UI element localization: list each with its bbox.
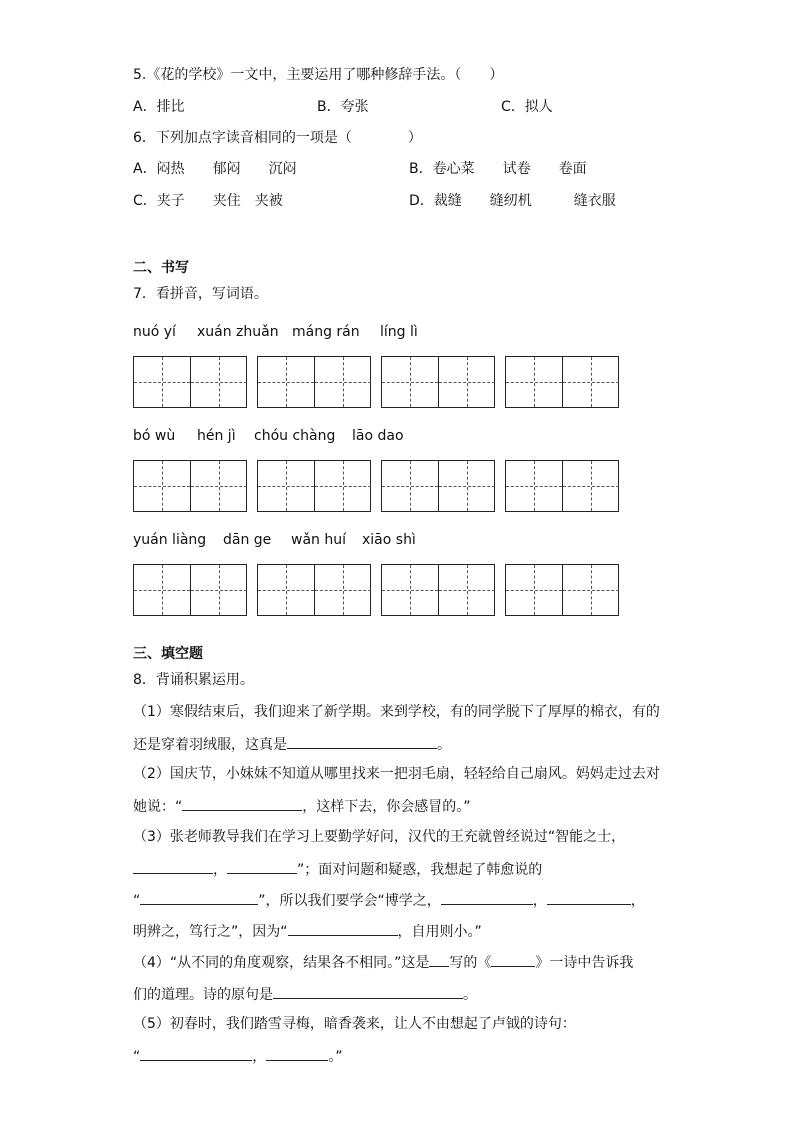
writing-box[interactable] [381, 564, 495, 616]
q6-option-b: B．卷心菜 试卷 卷面 [409, 161, 587, 177]
writing-box[interactable] [505, 460, 619, 512]
q7-stem: 7．看拼音，写词语。 [133, 286, 268, 302]
answer-blank[interactable] [441, 889, 533, 905]
writing-box[interactable] [381, 460, 495, 512]
fill-5-line-2: “ ， 。” [133, 1045, 343, 1067]
writing-box[interactable] [133, 564, 247, 616]
answer-blank[interactable] [133, 858, 213, 874]
fill-2-line-2: 她说：“ ，这样下去，你会感冒的。” [133, 795, 471, 817]
section-2-title: 二、书写 [133, 260, 189, 276]
fill-5-line-1: （5）初春时，我们踏雪寻梅，暗香袭来，让人不由想起了卢钺的诗句： [133, 1016, 576, 1032]
answer-blank[interactable] [140, 1045, 252, 1061]
q6-option-d: D．裁缝 缝纫机 缝衣服 [409, 193, 616, 209]
pinyin-2-3: chóu chàng [254, 428, 336, 444]
q6-stem: 6．下列加点字读音相同的一项是（ ） [133, 130, 422, 146]
fill-4-line-1: （4）“从不同的角度观察，结果各不相同。”这是 写的《 》一诗中告诉我 [133, 951, 633, 973]
answer-blank[interactable] [140, 889, 258, 905]
writing-box[interactable] [381, 356, 495, 408]
answer-blank[interactable] [266, 1045, 328, 1061]
fill-2-line-1: （2）国庆节，小妹妹不知道从哪里找来一把羽毛扇，轻轻给自己扇风。妈妈走过去对 [133, 766, 660, 782]
answer-blank[interactable] [491, 951, 535, 967]
fill-4-line-2: 们的道理。诗的原句是 。 [133, 983, 477, 1005]
q6-option-a: A．闷热 郁闷 沉闷 [133, 161, 297, 177]
answer-blank[interactable] [288, 920, 398, 936]
pinyin-3-4: xiāo shì [362, 532, 416, 548]
q5-option-c: C．拟人 [501, 99, 553, 115]
pinyin-3-2: dān ge [223, 532, 272, 548]
fill-3-line-4: 明辨之，笃行之”，因为“ ，自用则小。” [133, 920, 482, 942]
answer-blank[interactable] [547, 889, 631, 905]
writing-box[interactable] [505, 564, 619, 616]
pinyin-1-4: líng lì [380, 324, 418, 340]
answer-blank[interactable] [429, 951, 449, 967]
fill-3-line-2: ， ”；面对问题和疑惑，我想起了韩愈说的 [133, 858, 542, 880]
fill-3-line-1: （3）张老师教导我们在学习上要勤学好问，汉代的王充就曾经说过“智能之士， [133, 829, 626, 845]
pinyin-3-3: wǎn huí [291, 532, 346, 548]
writing-box[interactable] [257, 460, 371, 512]
q8-stem: 8．背诵积累运用。 [133, 672, 254, 688]
pinyin-2-1: bó wù [133, 428, 176, 444]
answer-blank[interactable] [287, 733, 437, 749]
answer-blank[interactable] [273, 983, 463, 999]
pinyin-3-1: yuán liàng [133, 532, 207, 548]
q5-option-b: B．夸张 [317, 99, 369, 115]
pinyin-1-2: xuán zhuǎn [197, 324, 279, 340]
writing-box[interactable] [133, 460, 247, 512]
fill-1-line-1: （1）寒假结束后，我们迎来了新学期。来到学校，有的同学脱下了厚厚的棉衣，有的 [133, 704, 660, 720]
section-3-title: 三、填空题 [133, 646, 203, 662]
q6-option-c: C．夹子 夹住 夹被 [133, 193, 283, 209]
answer-blank[interactable] [182, 795, 302, 811]
writing-box[interactable] [257, 564, 371, 616]
writing-box[interactable] [133, 356, 247, 408]
pinyin-2-2: hén jì [197, 428, 236, 444]
q5-option-a: A．排比 [133, 99, 185, 115]
pinyin-2-4: lāo dao [352, 428, 404, 444]
pinyin-1-3: máng rán [292, 324, 360, 340]
fill-3-line-3: “ ”，所以我们要学会“博学之， ， ， [133, 889, 645, 911]
q5-stem: 5.《花的学校》一文中，主要运用了哪种修辞手法。（ ） [133, 67, 504, 83]
fill-1-line-2: 还是穿着羽绒服，这真是 。 [133, 733, 451, 755]
writing-box[interactable] [257, 356, 371, 408]
pinyin-1-1: nuó yí [133, 324, 176, 340]
answer-blank[interactable] [227, 858, 297, 874]
writing-box[interactable] [505, 356, 619, 408]
